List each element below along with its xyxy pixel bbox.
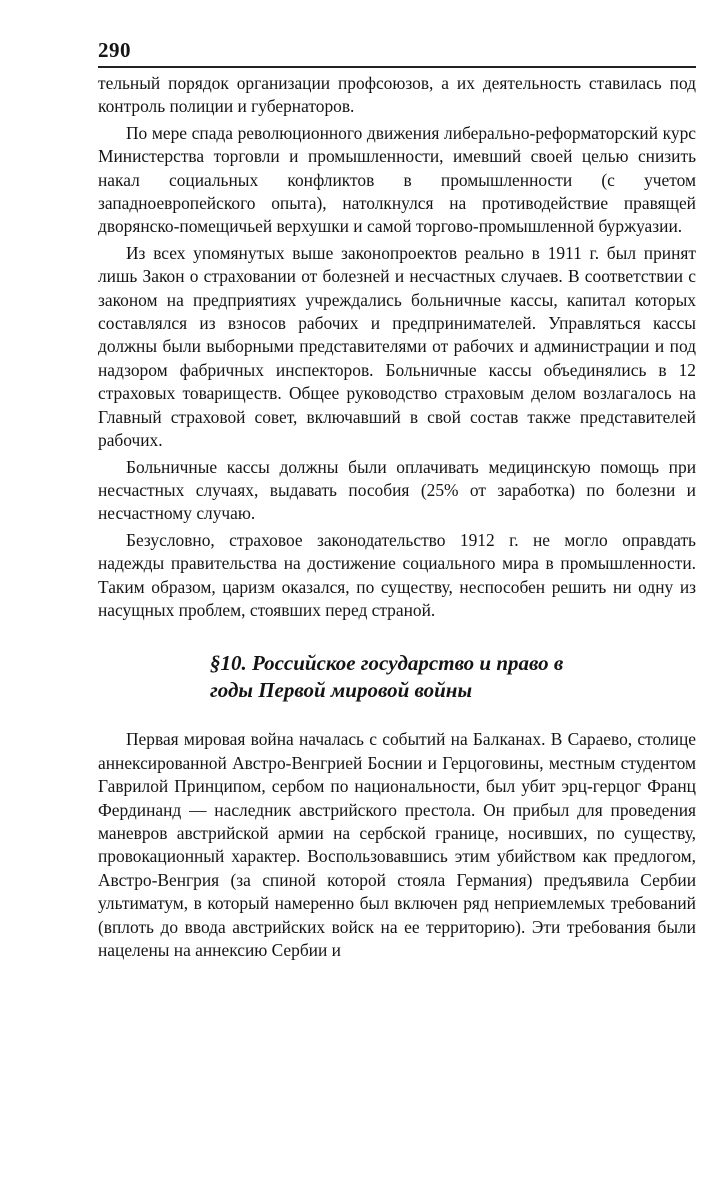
section-heading-line-2: годы Первой мировой войны [210,678,473,703]
body-text-before [98,72,696,622]
paragraph: По мере спада революционного движения либерально-реформаторский курс Министерства торговли и промышленности, имевший своей целью снизить накал социальных конфликтов в промышленности (с учетом западноевропейского опыта), натолкнулся на противодействие правящей дворянско-помещичьей верхушки и самой торгово-промышленной буржуазии. [98,122,696,237]
paragraph: Больничные кассы должны были оплачивать медицинскую помощь при несчастных случаях, выдавать пособия (25% от заработка) по болезни и несчастному случаю. [98,456,696,524]
header-rule [98,66,696,68]
paragraph-continuation: тельный порядок организации профсоюзов, а их деятельность ставилась под контроль полиции и губернаторов. [98,73,696,117]
section-heading [98,650,696,704]
page-number: 290 [98,38,131,62]
body-text-after [98,728,696,962]
section-heading-line-1: §10. Российское государство и право в [210,651,564,676]
paragraph: Из всех упомянутых выше законопроектов реально в 1911 г. был принят лишь Закон о страховании от болезней и несчастных случаев. В соответствии с законом на предприятиях учреждались больничные кассы, капитал которых составлялся из взносов рабочих и предпринимателей. Управляться кассы должны были выборными представителями от рабочих и администрации и под надзором фабричных инспекторов. Больничные кассы объединялись в 12 страховых товариществ. Общее руководство страховым делом возлагалось на Главный страховой совет, включавший в свой состав также представителей рабочих. [98,242,696,451]
paragraph: Безусловно, страховое законодательство 1912 г. не могло оправдать надежды правительства на достижение социального мира в промышленности. Таким образом, царизм оказался, по существу, неспособен решить ни одну из насущных проблем, стоявших перед страной. [98,529,696,620]
book-page [98,38,696,965]
paragraph: Первая мировая война началась с событий на Балканах. В Сараево, столице аннексированной Австро-Венгрией Боснии и Герцоговины, местным студентом Гаврилой Принципом, сербом по национальности, был убит эрц-герцог Франц Фердинанд — наследник австрийского престола. Он прибыл для проведения маневров австрийской армии на сербской границе, носивших, по существу, провокационный характер. Воспользовавшись этим убийством как предлогом, Австро-Венгрия (за спиной которой стояла Германия) предъявила Сербии ультиматум, в который намеренно был включен ряд неприемлемых требований (вплоть до ввода австрийских войск на ее территорию). Эти требования были нацелены на аннексию Сербии и [98,729,696,960]
